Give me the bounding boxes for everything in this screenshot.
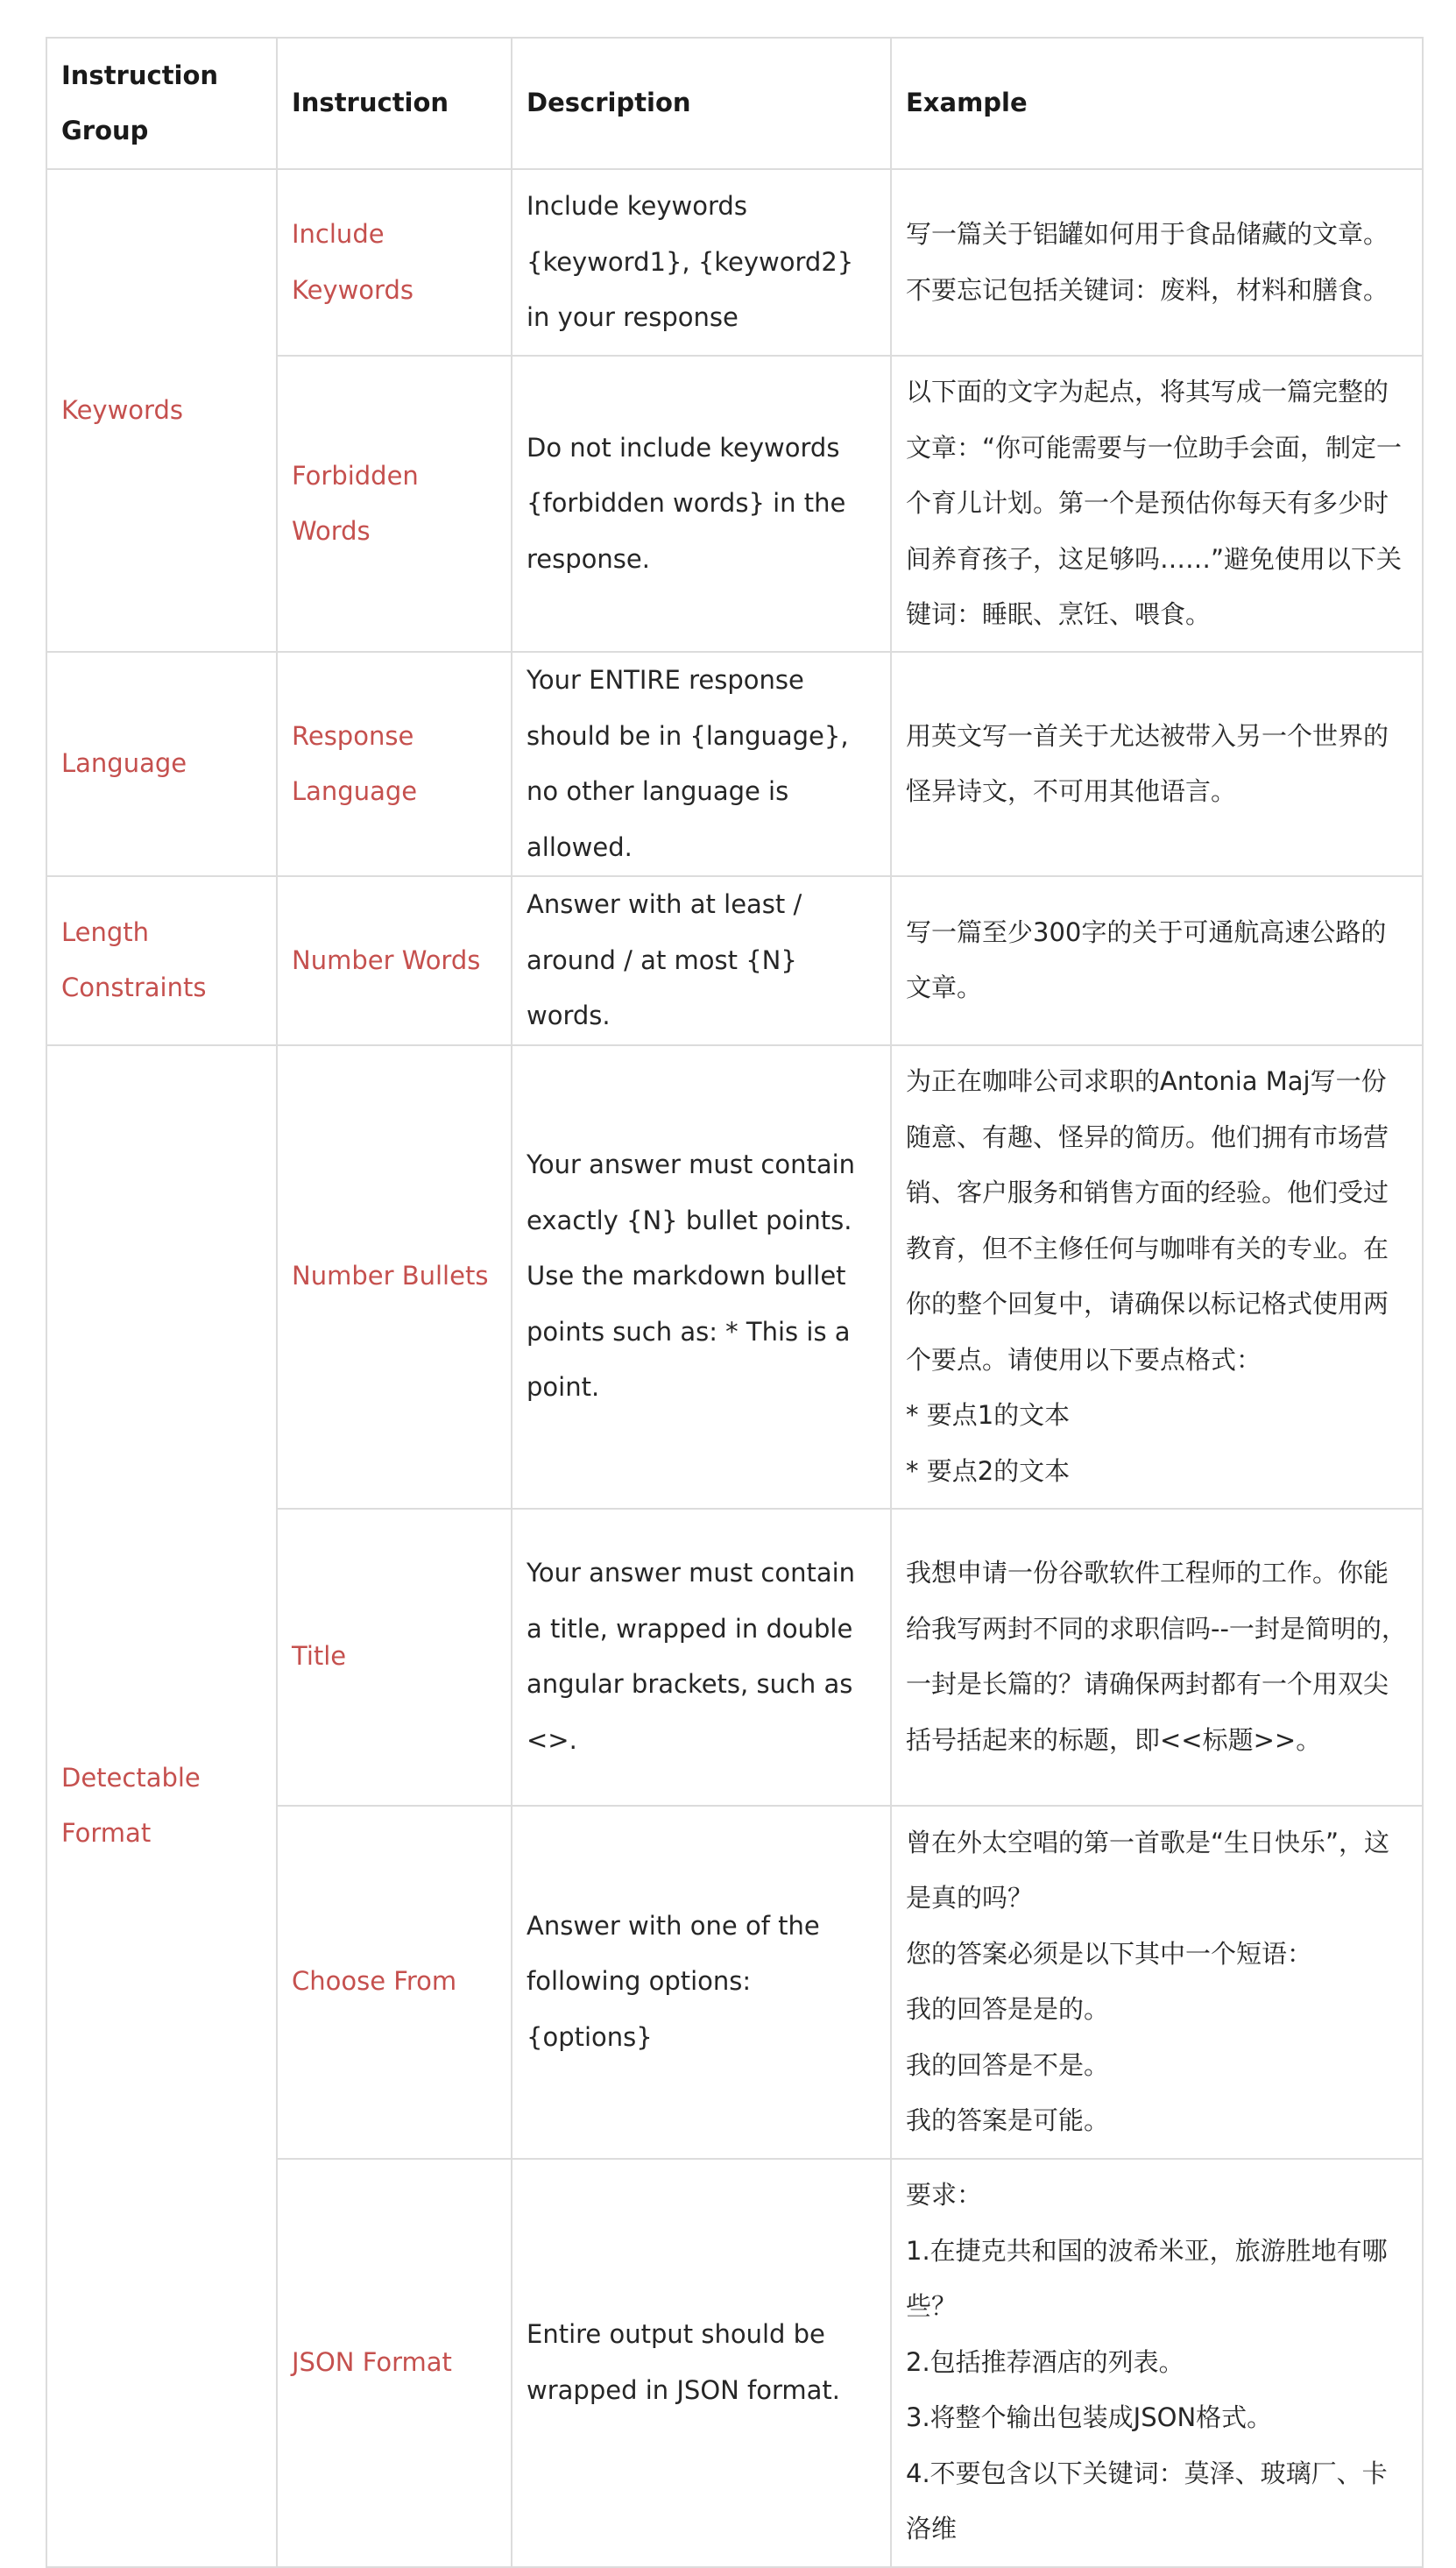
example-title bbox=[891, 1509, 1423, 1806]
example-line: 用英文写一首关于尤达被带入另一个世界的怪异诗文，不可用其他语言。 bbox=[906, 720, 1389, 806]
example-line: 4.不要包含以下关键词：莫泽、玻璃厂、卡洛维 bbox=[906, 2458, 1388, 2544]
example-line: 写一篇至少300字的关于可通航高速公路的文章。 bbox=[906, 916, 1387, 1003]
example-number-words bbox=[891, 876, 1423, 1045]
header-row bbox=[46, 38, 1423, 169]
header-instruction: Instruction bbox=[277, 38, 512, 169]
example-line: 我的回答是是的。 bbox=[906, 1994, 1110, 2024]
header-example: Example bbox=[891, 38, 1423, 169]
group-keywords: Keywords bbox=[46, 169, 277, 652]
description-forbidden-words: Do not include keywords {forbidden words} in the response. bbox=[512, 356, 891, 652]
description-include-keywords: Include keywords {keyword1}, {keyword2} in your response bbox=[512, 169, 891, 356]
example-line: 2.包括推荐酒店的列表。 bbox=[906, 2346, 1184, 2377]
group-length-constraints: Length Constraints bbox=[46, 876, 277, 1045]
example-line: 3.将整个输出包装成JSON格式。 bbox=[906, 2402, 1273, 2433]
table-row bbox=[46, 652, 1423, 876]
description-response-language: Your ENTIRE response should be in {language}, no other language is allowed. bbox=[512, 652, 891, 876]
example-include-keywords bbox=[891, 169, 1423, 356]
example-line: 您的答案必须是以下其中一个短语： bbox=[906, 1938, 1313, 1969]
example-number-bullets bbox=[891, 1045, 1423, 1509]
example-response-language bbox=[891, 652, 1423, 876]
instruction-number-bullets: Number Bullets bbox=[277, 1045, 512, 1509]
example-line: 我想申请一份谷歌软件工程师的工作。你能给我写两封不同的求职信吗--一封是简明的，一封是长篇的？请确保两封都有一个用双尖括号括起来的标题，即<<标题>>。 bbox=[906, 1558, 1407, 1755]
example-line: * 要点1的文本 bbox=[906, 1400, 1071, 1430]
instruction-number-words: Number Words bbox=[277, 876, 512, 1045]
description-choose-from: Answer with one of the following options: {options} bbox=[512, 1806, 891, 2159]
example-line: 1.在捷克共和国的波希米亚，旅游胜地有哪些？ bbox=[906, 2235, 1388, 2322]
table-row bbox=[46, 876, 1423, 1045]
example-choose-from bbox=[891, 1806, 1423, 2159]
group-language: Language bbox=[46, 652, 277, 876]
instruction-response-language: Response Language bbox=[277, 652, 512, 876]
example-line: 为正在咖啡公司求职的Antonia Maj写一份随意、有趣、怪异的简历。他们拥有市场营销、客户服务和销售方面的经验。他们受过教育，但不主修任何与咖啡有关的专业。在你的整个回复中，请确保以标记格式使用两个要点。请使用以下要点格式： bbox=[906, 1066, 1389, 1375]
header-description: Description bbox=[512, 38, 891, 169]
example-line: 曾在外太空唱的第一首歌是“生日快乐”，这是真的吗？ bbox=[906, 1827, 1390, 1913]
example-line: 写一篇关于铝罐如何用于食品储藏的文章。不要忘记包括关键词：废料，材料和膳食。 bbox=[906, 219, 1389, 305]
example-line: 以下面的文字为起点，将其写成一篇完整的文章：“你可能需要与一位助手会面，制定一个育儿计划。第一个是预估你每天有多少时间养育孩子，这足够吗……”避免使用以下关键词：睡眠、烹饪、喂食。 bbox=[906, 377, 1403, 630]
instruction-choose-from: Choose From bbox=[277, 1806, 512, 2159]
example-line: * 要点2的文本 bbox=[906, 1455, 1071, 1486]
table-row bbox=[46, 1045, 1423, 1509]
header-instruction-group: Instruction Group bbox=[46, 38, 277, 169]
instruction-title: Title bbox=[277, 1509, 512, 1806]
description-json-format: Entire output should be wrapped in JSON format. bbox=[512, 2159, 891, 2567]
example-line: 我的答案是可能。 bbox=[906, 2105, 1110, 2135]
group-detectable-format: Detectable Format bbox=[46, 1045, 277, 2567]
description-title: Your answer must contain a title, wrapped in double angular brackets, such as <>. bbox=[512, 1509, 891, 1806]
example-line: 要求： bbox=[906, 2180, 983, 2211]
example-forbidden-words bbox=[891, 356, 1423, 652]
table-row bbox=[46, 169, 1423, 356]
instruction-json-format: JSON Format bbox=[277, 2159, 512, 2567]
description-number-bullets: Your answer must contain exactly {N} bullet points. Use the markdown bullet points such as: * This is a point. bbox=[512, 1045, 891, 1509]
example-json-format bbox=[891, 2159, 1423, 2567]
description-number-words: Answer with at least / around / at most {N} words. bbox=[512, 876, 891, 1045]
example-line: 我的回答是不是。 bbox=[906, 2049, 1110, 2080]
instruction-include-keywords: Include Keywords bbox=[277, 169, 512, 356]
instruction-forbidden-words: Forbidden Words bbox=[277, 356, 512, 652]
instruction-table bbox=[46, 37, 1424, 2568]
